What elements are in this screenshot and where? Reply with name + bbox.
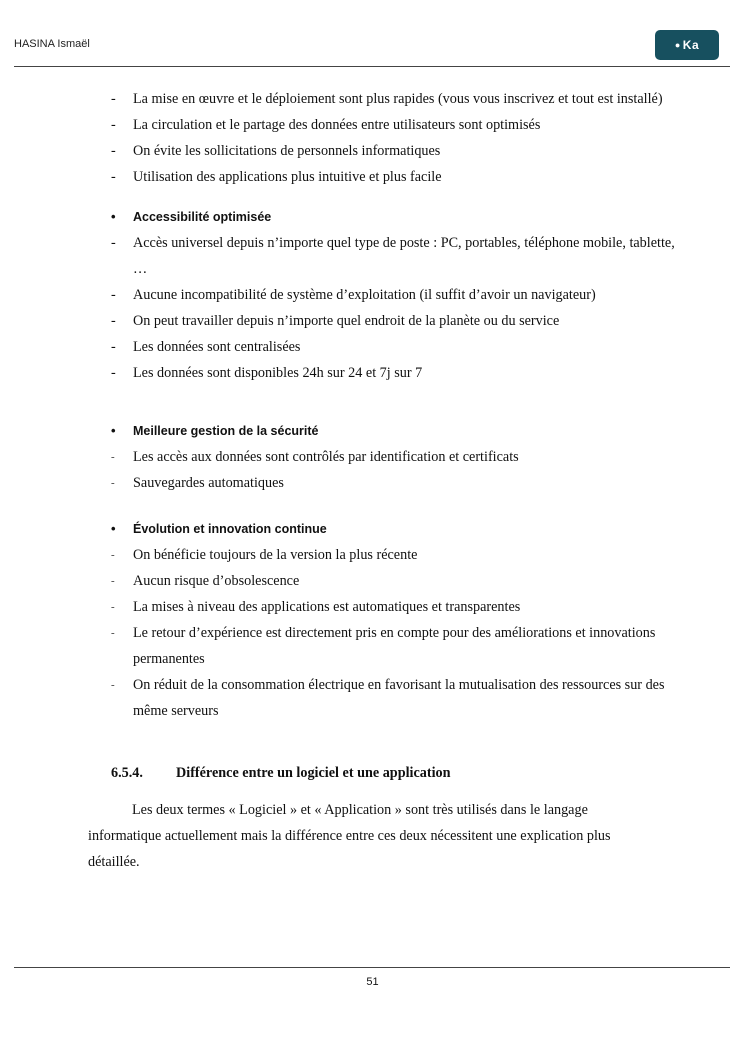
list-item: - Le retour d’expérience est directement pris en compte pour des améliorations et innovations permanentes <box>0 620 745 672</box>
list-item: - Les données sont disponibles 24h sur 24 et 7j sur 7 <box>0 360 745 386</box>
dash-marker: - <box>111 339 116 355</box>
list-item: - On peut travailler depuis n’importe quel endroit de la planète ou du service <box>0 308 745 334</box>
list-item: - On réduit de la consommation électrique en favorisant la mutualisation des ressources sur des même serveurs <box>0 672 745 724</box>
bullet-icon: • <box>111 423 116 438</box>
dash-marker: - <box>111 235 116 251</box>
list-item: - La circulation et le partage des données entre utilisateurs sont optimisés <box>0 112 745 138</box>
section-list-accessibilite <box>0 230 745 386</box>
list-item: - Utilisation des applications plus intuitive et plus facile <box>0 164 745 190</box>
header-author: HASINA Ismaël <box>14 38 90 50</box>
list-item: - La mises à niveau des applications est automatiques et transparentes <box>0 594 745 620</box>
page-number: 51 <box>366 976 379 988</box>
list-item: - On bénéficie toujours de la version la plus récente <box>0 542 745 568</box>
body-paragraph: Les deux termes « Logiciel » et « Application » sont très utilisés dans le langage informatique actuellement mais la différence entre ces deux nécessitent une explication plus détaillée. <box>88 802 611 870</box>
dash-marker: - <box>111 169 116 185</box>
list-item: - Les données sont centralisées <box>0 334 745 360</box>
footer-divider <box>14 967 730 968</box>
list-item: - Accès universel depuis n’importe quel type de poste : PC, portables, téléphone mobile, tablette, … <box>0 230 745 282</box>
subsection-title: Différence entre un logiciel et une application <box>176 765 451 781</box>
subsection-number: 6.5.4. <box>111 765 143 781</box>
list-item: - Les accès aux données sont contrôlés par identification et certificats <box>0 444 745 470</box>
list-item: - Aucun risque d’obsolescence <box>0 568 745 594</box>
dash-marker: - <box>111 365 116 381</box>
logo-text: Ka <box>682 38 700 52</box>
dash-marker: - <box>111 287 116 303</box>
section-title-accessibilite: • Accessibilité optimisée <box>0 204 745 230</box>
section-list-securite <box>0 444 745 496</box>
dash-marker: - <box>111 549 115 561</box>
bullet-icon: • <box>111 521 116 536</box>
bullet-icon: • <box>111 209 116 224</box>
dash-marker: - <box>111 601 115 613</box>
dash-marker: - <box>111 679 115 691</box>
header-divider <box>14 66 730 67</box>
list-item: - On évite les sollicitations de personnels informatiques <box>0 138 745 164</box>
dash-marker: - <box>111 143 116 159</box>
section-list-evolution <box>0 542 745 724</box>
list-item: - Sauvegardes automatiques <box>0 470 745 496</box>
dash-marker: - <box>111 91 116 107</box>
dash-marker: - <box>111 451 115 463</box>
logo-mark-icon: ● <box>674 40 681 50</box>
section-title-securite: • Meilleure gestion de la sécurité <box>0 418 745 444</box>
page-body <box>0 86 745 889</box>
dash-marker: - <box>111 313 116 329</box>
subsection-heading <box>0 760 745 786</box>
company-logo <box>655 30 719 60</box>
list-item: - Aucune incompatibilité de système d’exploitation (il suffit d’avoir un navigateur) <box>0 282 745 308</box>
dash-marker: - <box>111 627 115 639</box>
dash-marker: - <box>111 117 116 133</box>
dash-marker: - <box>111 575 115 587</box>
intro-list <box>0 86 745 190</box>
section-title-evolution: • Évolution et innovation continue <box>0 516 745 542</box>
dash-marker: - <box>111 477 115 489</box>
list-item: - La mise en œuvre et le déploiement sont plus rapides (vous vous inscrivez et tout est installé) <box>0 86 745 112</box>
